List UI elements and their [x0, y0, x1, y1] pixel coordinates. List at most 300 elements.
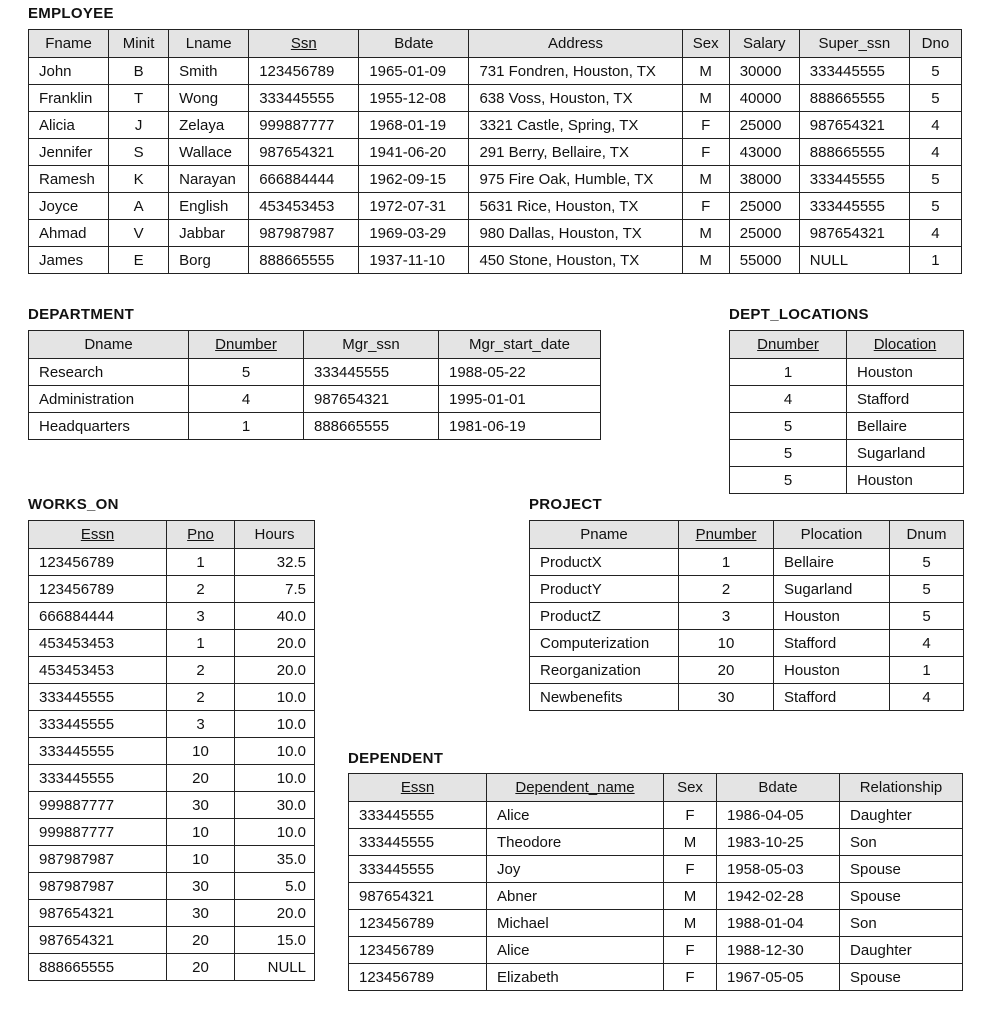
table-row: [29, 166, 962, 193]
column-header: [249, 30, 359, 58]
table-row: [29, 900, 315, 927]
column-header: [235, 521, 315, 549]
table-cell: Houston: [847, 467, 964, 494]
table-cell: 30: [167, 900, 235, 927]
table-cell: 40.0: [235, 603, 315, 630]
table-cell: 333445555: [349, 802, 487, 829]
table-cell: 888665555: [799, 139, 909, 166]
table-cell: 999887777: [29, 819, 167, 846]
table-cell: Theodore: [487, 829, 664, 856]
project-title: PROJECT: [529, 496, 602, 513]
table-row: [349, 964, 963, 991]
department-table: [28, 330, 601, 440]
table-cell: M: [682, 166, 729, 193]
table-cell: 5: [890, 549, 964, 576]
table-row: [29, 413, 601, 440]
table-row: [530, 576, 964, 603]
column-header: [909, 30, 961, 58]
table-cell: 453453453: [249, 193, 359, 220]
table-row: [29, 386, 601, 413]
table-cell: Bellaire: [774, 549, 890, 576]
table-cell: 1: [167, 630, 235, 657]
table-cell: 731 Fondren, Houston, TX: [469, 58, 682, 85]
table-cell: 5: [909, 166, 961, 193]
table-row: [730, 359, 964, 386]
table-row: [730, 467, 964, 494]
table-cell: Michael: [487, 910, 664, 937]
table-cell: Spouse: [840, 883, 963, 910]
table-cell: Jennifer: [29, 139, 109, 166]
table-row: [530, 549, 964, 576]
table-cell: E: [109, 247, 169, 274]
table-cell: 888665555: [304, 413, 439, 440]
table-cell: 2: [167, 684, 235, 711]
table-cell: 38000: [729, 166, 799, 193]
column-header: [664, 774, 717, 802]
table-cell: 333445555: [799, 58, 909, 85]
table-cell: 888665555: [799, 85, 909, 112]
header-row: [730, 331, 964, 359]
table-cell: 333445555: [304, 359, 439, 386]
table-cell: 10: [679, 630, 774, 657]
table-row: [29, 576, 315, 603]
column-header: [29, 521, 167, 549]
column-header: [439, 331, 601, 359]
table-cell: 987654321: [799, 220, 909, 247]
table-cell: Alice: [487, 802, 664, 829]
table-cell: Reorganization: [530, 657, 679, 684]
employee-title: EMPLOYEE: [28, 5, 114, 22]
table-cell: 1958-05-03: [717, 856, 840, 883]
dept-locations-table: [729, 330, 964, 494]
table-cell: 1983-10-25: [717, 829, 840, 856]
table-cell: 980 Dallas, Houston, TX: [469, 220, 682, 247]
table-cell: 20: [167, 954, 235, 981]
column-header: [847, 331, 964, 359]
table-cell: 987654321: [799, 112, 909, 139]
table-cell: F: [682, 139, 729, 166]
column-label: Dlocation: [873, 336, 937, 353]
table-cell: 20: [679, 657, 774, 684]
table-cell: 10.0: [235, 684, 315, 711]
table-row: [349, 910, 963, 937]
column-header: [890, 521, 964, 549]
table-cell: 5: [890, 576, 964, 603]
table-cell: Son: [840, 829, 963, 856]
dependent-table: [348, 773, 963, 991]
table-row: [530, 657, 964, 684]
table-cell: 32.5: [235, 549, 315, 576]
table-cell: Administration: [29, 386, 189, 413]
column-label: Dnumber: [757, 336, 819, 353]
table-cell: Daughter: [840, 937, 963, 964]
table-cell: V: [109, 220, 169, 247]
table-cell: Houston: [774, 603, 890, 630]
column-label: Plocation: [800, 526, 863, 543]
table-cell: 7.5: [235, 576, 315, 603]
table-cell: 4: [909, 139, 961, 166]
table-row: [349, 856, 963, 883]
header-row: [530, 521, 964, 549]
table-cell: 10.0: [235, 711, 315, 738]
column-header: [29, 30, 109, 58]
column-header: [359, 30, 469, 58]
table-cell: Stafford: [847, 386, 964, 413]
table-cell: 987654321: [29, 927, 167, 954]
table-cell: 123456789: [249, 58, 359, 85]
table-row: [530, 684, 964, 711]
table-row: [29, 765, 315, 792]
table-cell: Daughter: [840, 802, 963, 829]
table-cell: Stafford: [774, 684, 890, 711]
table-cell: Ramesh: [29, 166, 109, 193]
table-row: [29, 846, 315, 873]
table-cell: B: [109, 58, 169, 85]
table-row: [29, 359, 601, 386]
table-cell: 20.0: [235, 900, 315, 927]
table-cell: 1988-12-30: [717, 937, 840, 964]
table-cell: NULL: [799, 247, 909, 274]
table-cell: 30: [167, 873, 235, 900]
table-cell: 333445555: [249, 85, 359, 112]
dependent-title: DEPENDENT: [348, 750, 444, 767]
table-cell: 291 Berry, Bellaire, TX: [469, 139, 682, 166]
table-row: [29, 193, 962, 220]
column-header: [729, 30, 799, 58]
table-cell: 5.0: [235, 873, 315, 900]
project-table: [529, 520, 964, 711]
table-row: [29, 792, 315, 819]
table-row: [530, 630, 964, 657]
table-cell: 10: [167, 738, 235, 765]
column-label: Dependent_name: [515, 779, 635, 796]
column-header: [29, 331, 189, 359]
table-cell: 453453453: [29, 657, 167, 684]
table-cell: Bellaire: [847, 413, 964, 440]
table-cell: M: [682, 85, 729, 112]
table-cell: 1941-06-20: [359, 139, 469, 166]
column-label: Sex: [692, 35, 719, 52]
table-cell: 1967-05-05: [717, 964, 840, 991]
table-cell: 5: [730, 413, 847, 440]
table-cell: 43000: [729, 139, 799, 166]
table-row: [349, 937, 963, 964]
column-label: Relationship: [859, 779, 943, 796]
table-cell: 30: [679, 684, 774, 711]
table-cell: 15.0: [235, 927, 315, 954]
table-row: [349, 883, 963, 910]
column-label: Fname: [45, 35, 92, 52]
table-cell: Computerization: [530, 630, 679, 657]
header-row: [29, 521, 315, 549]
table-cell: 666884444: [249, 166, 359, 193]
table-row: [29, 873, 315, 900]
column-label: Super_ssn: [818, 35, 891, 52]
table-cell: 987654321: [349, 883, 487, 910]
table-cell: 20: [167, 927, 235, 954]
column-header: [840, 774, 963, 802]
table-cell: 123456789: [349, 964, 487, 991]
table-row: [29, 247, 962, 274]
column-label: Dnum: [906, 526, 947, 543]
table-cell: 1969-03-29: [359, 220, 469, 247]
table-cell: 2: [679, 576, 774, 603]
table-row: [730, 440, 964, 467]
table-cell: 25000: [729, 112, 799, 139]
table-cell: 4: [189, 386, 304, 413]
table-cell: 1942-02-28: [717, 883, 840, 910]
table-cell: 1: [189, 413, 304, 440]
table-cell: Zelaya: [169, 112, 249, 139]
table-cell: 453453453: [29, 630, 167, 657]
table-cell: 5: [909, 58, 961, 85]
table-cell: Joyce: [29, 193, 109, 220]
table-cell: F: [664, 964, 717, 991]
table-cell: 1955-12-08: [359, 85, 469, 112]
table-cell: 55000: [729, 247, 799, 274]
table-cell: K: [109, 166, 169, 193]
table-cell: Smith: [169, 58, 249, 85]
table-row: [29, 657, 315, 684]
table-cell: 333445555: [29, 711, 167, 738]
table-cell: 333445555: [29, 738, 167, 765]
table-cell: 333445555: [29, 765, 167, 792]
table-cell: 987987987: [29, 873, 167, 900]
table-cell: 666884444: [29, 603, 167, 630]
table-cell: Alice: [487, 937, 664, 964]
table-cell: F: [664, 937, 717, 964]
column-label: Dnumber: [215, 336, 277, 353]
table-row: [29, 684, 315, 711]
table-cell: English: [169, 193, 249, 220]
table-cell: 975 Fire Oak, Humble, TX: [469, 166, 682, 193]
column-label: Lname: [185, 35, 232, 52]
table-cell: Abner: [487, 883, 664, 910]
table-cell: 20: [167, 765, 235, 792]
table-cell: 888665555: [29, 954, 167, 981]
dept-locations-title: DEPT_LOCATIONS: [729, 306, 869, 323]
column-header: [349, 774, 487, 802]
table-cell: 5: [890, 603, 964, 630]
table-cell: 333445555: [349, 856, 487, 883]
table-cell: 333445555: [799, 193, 909, 220]
table-cell: 4: [890, 684, 964, 711]
table-cell: 333445555: [799, 166, 909, 193]
column-header: [682, 30, 729, 58]
table-cell: 5: [730, 467, 847, 494]
table-cell: 1986-04-05: [717, 802, 840, 829]
column-header: [530, 521, 679, 549]
table-cell: Borg: [169, 247, 249, 274]
table-row: [29, 549, 315, 576]
table-cell: 1937-11-10: [359, 247, 469, 274]
table-row: [29, 85, 962, 112]
column-header: [730, 331, 847, 359]
column-header: [304, 331, 439, 359]
table-cell: 1968-01-19: [359, 112, 469, 139]
table-cell: 5: [909, 193, 961, 220]
table-cell: 333445555: [349, 829, 487, 856]
table-row: [29, 711, 315, 738]
table-cell: 123456789: [29, 549, 167, 576]
table-cell: 123456789: [29, 576, 167, 603]
table-row: [530, 603, 964, 630]
table-cell: M: [682, 220, 729, 247]
table-cell: Alicia: [29, 112, 109, 139]
table-cell: 987654321: [29, 900, 167, 927]
table-cell: 4: [909, 220, 961, 247]
header-row: [349, 774, 963, 802]
table-cell: 4: [909, 112, 961, 139]
table-cell: James: [29, 247, 109, 274]
table-row: [29, 58, 962, 85]
column-label: Dno: [921, 35, 950, 52]
table-cell: Son: [840, 910, 963, 937]
table-cell: 888665555: [249, 247, 359, 274]
table-cell: 123456789: [349, 937, 487, 964]
table-row: [29, 927, 315, 954]
column-header: [109, 30, 169, 58]
table-cell: Elizabeth: [487, 964, 664, 991]
column-header: [487, 774, 664, 802]
column-label: Bdate: [394, 35, 434, 52]
table-cell: M: [682, 58, 729, 85]
table-row: [29, 603, 315, 630]
table-cell: F: [682, 193, 729, 220]
table-cell: 1: [730, 359, 847, 386]
column-label: Ssn: [290, 35, 317, 52]
table-cell: 987987987: [29, 846, 167, 873]
table-cell: 10: [167, 819, 235, 846]
table-cell: 2: [167, 657, 235, 684]
table-cell: 1: [167, 549, 235, 576]
column-label: Mgr_start_date: [469, 336, 570, 353]
table-row: [29, 220, 962, 247]
table-cell: 30: [167, 792, 235, 819]
table-cell: J: [109, 112, 169, 139]
column-label: Address: [548, 35, 604, 52]
table-cell: A: [109, 193, 169, 220]
column-header: [717, 774, 840, 802]
table-cell: 2: [167, 576, 235, 603]
table-cell: Spouse: [840, 964, 963, 991]
employee-table: [28, 29, 962, 274]
table-cell: S: [109, 139, 169, 166]
table-cell: 1: [679, 549, 774, 576]
table-cell: 333445555: [29, 684, 167, 711]
table-cell: Sugarland: [774, 576, 890, 603]
column-header: [774, 521, 890, 549]
table-cell: M: [664, 883, 717, 910]
table-cell: 5: [730, 440, 847, 467]
table-cell: M: [664, 829, 717, 856]
header-row: [29, 331, 601, 359]
table-cell: NULL: [235, 954, 315, 981]
table-cell: Wong: [169, 85, 249, 112]
header-row: [29, 30, 962, 58]
column-label: Sex: [677, 779, 703, 796]
table-cell: 5631 Rice, Houston, TX: [469, 193, 682, 220]
column-header: [679, 521, 774, 549]
table-cell: Ahmad: [29, 220, 109, 247]
table-cell: John: [29, 58, 109, 85]
table-cell: 123456789: [349, 910, 487, 937]
table-row: [730, 413, 964, 440]
table-cell: 1972-07-31: [359, 193, 469, 220]
table-cell: Research: [29, 359, 189, 386]
column-label: Pnumber: [695, 526, 757, 543]
table-cell: Joy: [487, 856, 664, 883]
table-cell: Spouse: [840, 856, 963, 883]
works-on-table: [28, 520, 315, 981]
table-cell: 3321 Castle, Spring, TX: [469, 112, 682, 139]
table-cell: 35.0: [235, 846, 315, 873]
column-label: Mgr_ssn: [342, 336, 400, 353]
table-row: [349, 802, 963, 829]
table-cell: 4: [890, 630, 964, 657]
table-row: [29, 112, 962, 139]
table-cell: 3: [167, 711, 235, 738]
table-cell: 1995-01-01: [439, 386, 601, 413]
column-label: Hours: [254, 526, 295, 543]
column-header: [469, 30, 682, 58]
table-cell: M: [664, 910, 717, 937]
table-cell: Sugarland: [847, 440, 964, 467]
table-cell: Jabbar: [169, 220, 249, 247]
table-cell: Stafford: [774, 630, 890, 657]
table-cell: 999887777: [249, 112, 359, 139]
table-cell: M: [682, 247, 729, 274]
works-on-title: WORKS_ON: [28, 496, 119, 513]
table-cell: 30000: [729, 58, 799, 85]
column-label: Essn: [80, 526, 115, 543]
table-cell: 20.0: [235, 657, 315, 684]
table-cell: 3: [167, 603, 235, 630]
table-cell: 987987987: [249, 220, 359, 247]
table-cell: Houston: [847, 359, 964, 386]
table-cell: 10: [167, 846, 235, 873]
table-cell: 1981-06-19: [439, 413, 601, 440]
table-cell: 40000: [729, 85, 799, 112]
table-cell: 999887777: [29, 792, 167, 819]
table-cell: 1: [909, 247, 961, 274]
table-row: [349, 829, 963, 856]
table-cell: Narayan: [169, 166, 249, 193]
column-header: [169, 30, 249, 58]
table-row: [29, 630, 315, 657]
table-cell: 1988-05-22: [439, 359, 601, 386]
table-cell: ProductX: [530, 549, 679, 576]
table-row: [29, 139, 962, 166]
column-label: Pno: [187, 526, 214, 543]
table-cell: 987654321: [249, 139, 359, 166]
column-label: Dname: [84, 336, 133, 353]
column-label: Minit: [122, 35, 155, 52]
table-cell: Franklin: [29, 85, 109, 112]
table-cell: 1962-09-15: [359, 166, 469, 193]
table-cell: 3: [679, 603, 774, 630]
table-cell: 10.0: [235, 819, 315, 846]
column-header: [167, 521, 235, 549]
table-cell: 20.0: [235, 630, 315, 657]
table-cell: 25000: [729, 193, 799, 220]
table-cell: ProductY: [530, 576, 679, 603]
table-row: [730, 386, 964, 413]
table-cell: 4: [730, 386, 847, 413]
table-row: [29, 738, 315, 765]
department-title: DEPARTMENT: [28, 306, 135, 323]
table-cell: 987654321: [304, 386, 439, 413]
